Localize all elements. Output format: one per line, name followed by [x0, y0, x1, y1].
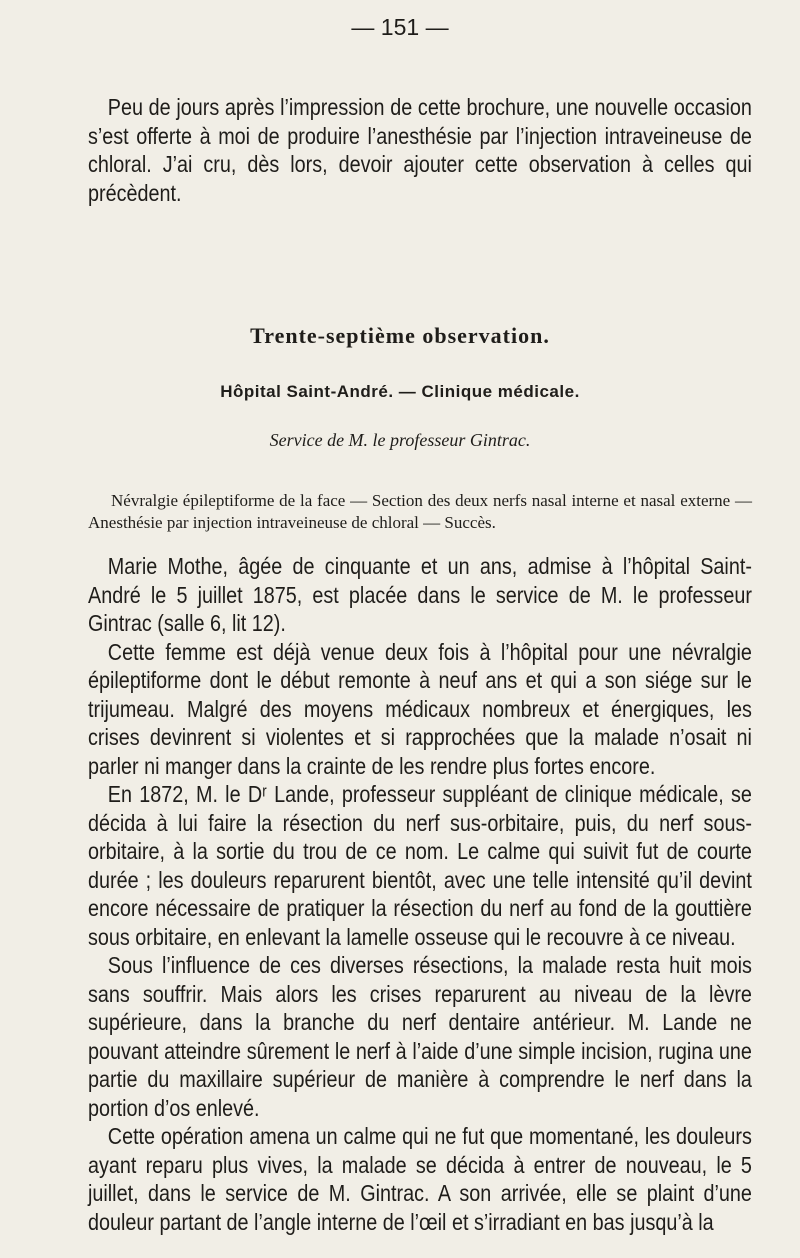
paragraph: Sous l’influence de ces diverses résections, la malade resta huit mois sans souffrir. Mais alors les crises reparurent au niveau de la lèvre supérieure, dans la branche du nerf dentaire antérieur. M. Lande ne pouvant atteindre sûrement le nerf à l’aide d’une simple incision, rugina une partie du maxillaire supérieur de manière à comprendre le nerf dans la portion d’os enlevé.: [88, 952, 752, 1121]
observation-title: Trente-septième observation.: [250, 323, 550, 348]
case-summary: [88, 490, 752, 534]
service-heading: Service de M. le professeur Gintrac.: [269, 430, 531, 450]
case-body: [88, 552, 752, 1236]
page-number: — 151 —: [351, 14, 449, 40]
paragraph: Cette opération amena un calme qui ne fut que momentané, les douleurs ayant reparu plus vives, la malade se décida à entrer de nouveau, le 5 juillet, dans le service de M. Gintrac. A son arrivée, elle se plaint d’une douleur partant de l’angle interne de l’œil et s’irradiant en bas jusqu’à la: [88, 1123, 752, 1235]
intro-text: Peu de jours après l’impression de cette brochure, une nouvelle occasion s’est offerte à moi de produire l’anesthésie par l’injection intraveineuse de chloral. J’ai cru, dès lors, devoir ajouter cette observation à celles qui précèdent.: [88, 94, 752, 206]
paragraph: En 1872, M. le Dʳ Lande, professeur suppléant de clinique médicale, se décida à lui faire la résection du nerf sus-orbitaire, puis, du nerf sous-orbitaire, à la sortie du trou de ce nom. Le calme qui suivit fut de courte durée ; les douleurs reparurent bientôt, avec une telle intensité qu’il devint encore nécessaire de pratiquer la résection du nerf au fond de la gouttière sous orbitaire, en enlevant la lamelle osseuse qui le recouvre à ce niveau.: [88, 781, 752, 950]
hospital-heading: Hôpital Saint-André. — Clinique médicale.: [220, 382, 580, 401]
paragraph: Cette femme est déjà venue deux fois à l’hôpital pour une névralgie épileptiforme dont le début remonte à neuf ans et qui a son siége sur le trijumeau. Malgré des moyens médicaux nombreux et énergiques, les crises devinrent si violentes et si rapprochées que la malade n’osait ni parler ni manger dans la crainte de les rendre plus fortes encore.: [88, 638, 752, 779]
paragraph: Marie Mothe, âgée de cinquante et un ans, admise à l’hôpital Saint-André le 5 juillet 1875, est placée dans le service de M. le professeur Gintrac (salle 6, lit 12).: [88, 553, 752, 636]
intro-paragraph: [88, 93, 752, 207]
case-summary-text: Névralgie épileptiforme de la face — Section des deux nerfs nasal interne et nasal externe — Anesthésie par injection intraveineuse de chloral — Succès.: [88, 491, 752, 532]
